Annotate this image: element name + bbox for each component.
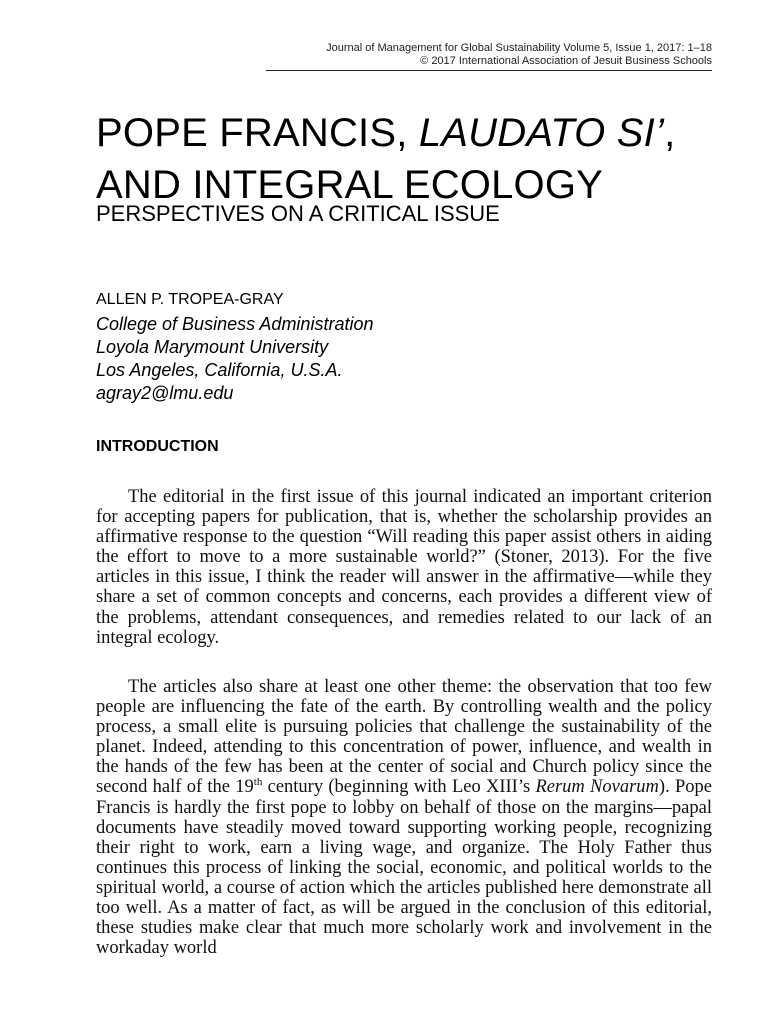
author-email: agray2@lmu.edu <box>96 383 234 403</box>
journal-citation: Journal of Management for Global Sustainability Volume 5, Issue 1, 2017: 1–18 <box>326 42 712 54</box>
author-college: College of Business Administration <box>96 314 374 334</box>
copyright-line: © 2017 International Association of Jesuit Business Schools <box>420 55 712 67</box>
paragraph-2-text-c: ). Pope Francis is hardly the first pope to lobby on behalf of those on the margins—papal documents have steadily moved toward supporting working people, recognizing their right to work, earn a living wage, and organize. The Holy Father thus continues this process of linking the social, economic, and political worlds to the spiritual world, a course of action which the articles published here demonstrate all too well. As a matter of fact, as will be argued in the conclusion of this editorial, these studies make clear that much more scholarly work and involvement in the workaday world <box>96 777 712 959</box>
title-line-2: AND INTEGRAL ECOLOGY <box>96 163 604 207</box>
body-paragraph-2 <box>96 677 712 958</box>
title-part-3: , <box>664 111 676 155</box>
encyclical-title: Rerum Novarum <box>535 777 659 798</box>
paragraph-2-text-b: century (beginning with Leo XIII’s <box>262 777 536 798</box>
body-paragraph-1: The editorial in the first issue of this journal indicated an important criterion for accepting papers for publication, that is, whether the scholarship provides an affirmative response to the question “Will reading this paper assist others in aiding the effort to move to a more sustainable world?” (Stoner, 2013). For the five articles in this issue, I think the reader will answer in the affirmative—while they share a set of common concepts and concerns, each provides a different view of the problems, attendant consequences, and remedies related to our lack of an integral ecology. <box>96 487 712 648</box>
header-divider <box>266 70 712 71</box>
author-location: Los Angeles, California, U.S.A. <box>96 360 343 380</box>
article-subtitle: PERSPECTIVES ON A CRITICAL ISSUE <box>96 201 500 226</box>
superscript-th: th <box>253 776 263 789</box>
article-title <box>96 107 675 211</box>
journal-header <box>266 42 712 68</box>
paragraph-2-text-a: The articles also share at least one other theme: the observation that too few people are influencing the fate of the earth. By controlling wealth and the policy process, a small elite is pursuing policies that challenge the sustainability of the planet. Indeed, attending to this concentration of power, influence, and wealth in the hands of the few has been at the center of social and Church policy since the second half of the 19 <box>96 677 712 798</box>
section-heading: INTRODUCTION <box>96 438 219 455</box>
author-university: Loyola Marymount University <box>96 337 329 357</box>
title-italic-part: LAUDATO SI’ <box>418 111 665 155</box>
author-name: ALLEN P. TROPEA-GRAY <box>96 291 284 308</box>
title-part-1: POPE FRANCIS, <box>96 111 419 155</box>
